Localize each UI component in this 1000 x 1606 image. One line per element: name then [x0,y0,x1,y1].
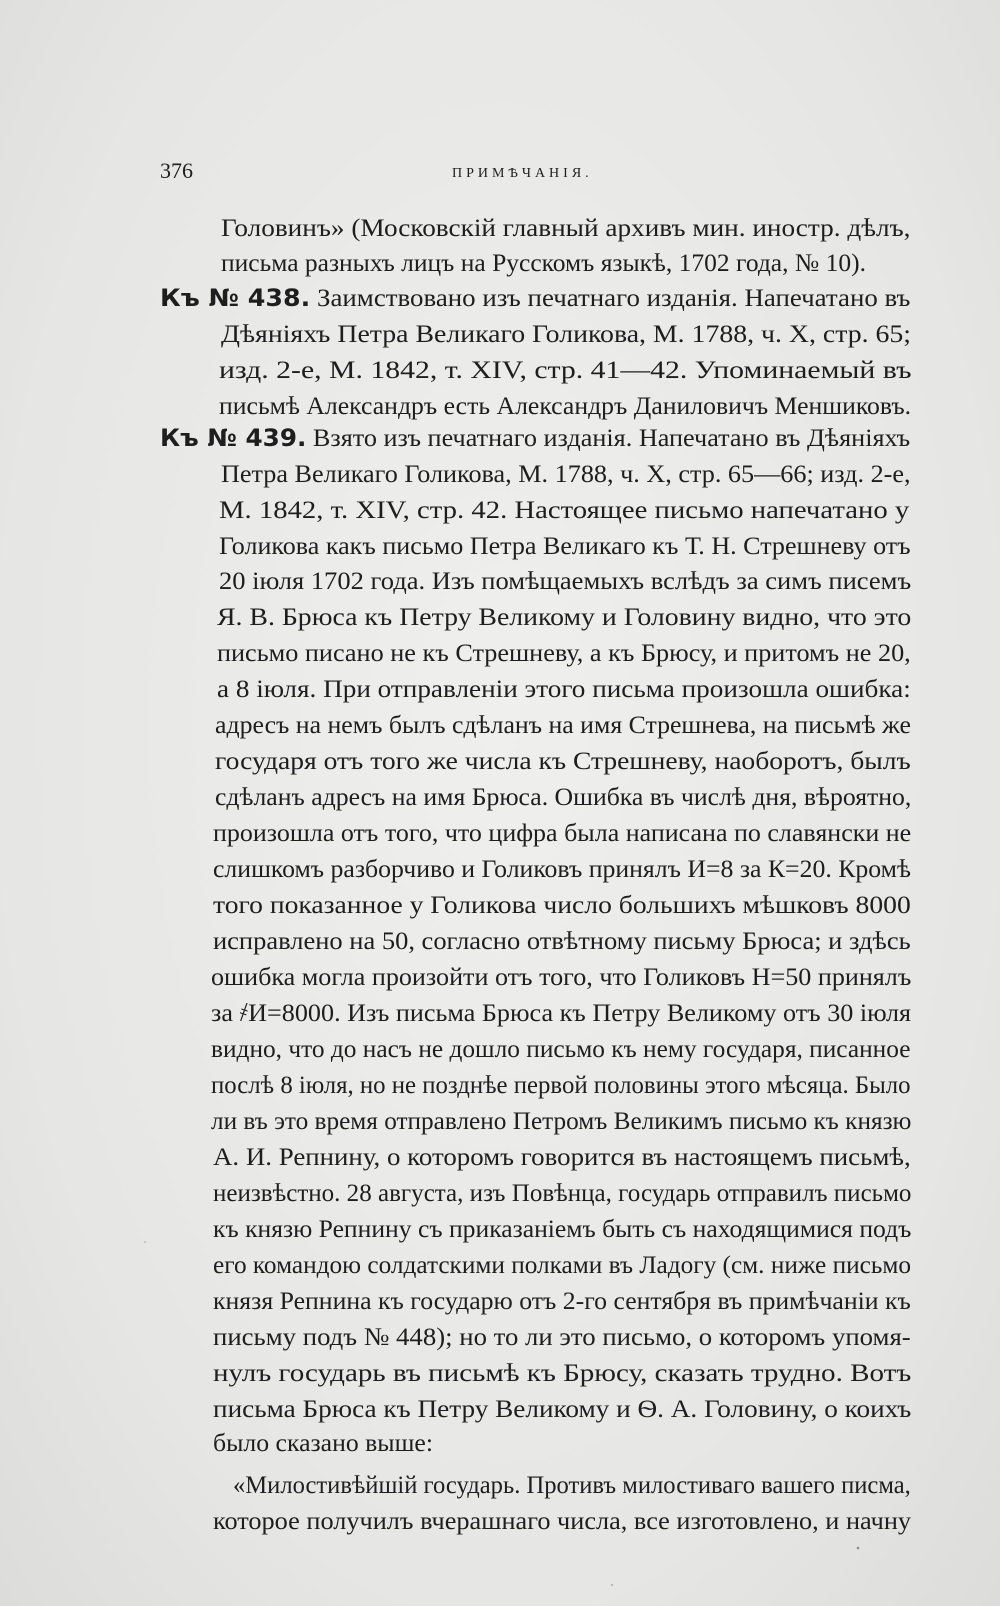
text-line: неизвѣстно. 28 августа, изъ Повѣнца, государь отправилъ письмо [213,1178,912,1207]
text-line: письма Брюса къ Петру Великому и Ѳ. А. Головину, о коихъ [213,1394,912,1423]
text-line: изд. 2-е, М. 1842, т. XIV, стр. 41—42. Упоминаемый въ [219,355,912,384]
text-line: письмо писано не къ Стрешневу, а къ Брюсу, и притомъ не 20, [217,638,911,667]
text-line: сдѣланъ адресъ на имя Брюса. Ошибка въ числѣ дня, вѣроятно, [215,782,912,811]
text-line: князя Репнина къ государю отъ 2-го сентября въ примѣчаніи къ [213,1286,911,1315]
text-line: «Милостивѣйшій государь. Противъ милостиваго вашего писма, [233,1470,911,1499]
text-line: Я. В. Брюса къ Петру Великому и Головину видно, что это [217,602,912,631]
text-line: ли въ это время отправлено Петромъ Великимъ письмо къ князю [211,1106,912,1135]
text-line: видно, что до насъ не дошло письмо къ нему государя, писанное [211,1034,911,1063]
text-line: адресъ на немъ былъ сдѣланъ на имя Стрешнева, на письмѣ же [215,710,911,739]
text-line: Петра Великаго Голикова, М. 1788, ч. X, стр. 65—66; изд. 2-е, [221,459,911,488]
text-line: Взято изъ печатнаго изданія. Напечатано въ Дѣяніяхъ [312,423,911,452]
entry-line-438 [160,283,910,313]
text-line: М. 1842, т. XIV, стр. 42. Настоящее письмо напечатано у [219,495,910,524]
entry-heading-438: Къ № 438. [160,284,311,312]
running-head: ПРИМѢЧАНІЯ. [452,166,593,181]
entry-line-439 [160,423,910,453]
text-line: государя отъ того же числа къ Стрешневу, наоборотъ, былъ [215,746,911,775]
text-line: исправлено на 50, согласно отвѣтному письму Брюса; и здѣсь [213,926,911,955]
text-line: а 8 іюля. При отправленіи этого письма произошла ошибка: [217,674,911,703]
text-line: А. И. Репнину, о которомъ говорится въ настоящемъ письмѣ, [213,1142,911,1171]
page-number: 376 [160,158,193,183]
text-line: 20 іюля 1702 года. Изъ помѣщаемыхъ вслѣдъ за симъ писемъ [219,566,912,595]
text-line: къ князю Репнину съ приказаніемъ быть съ находящимися подъ [213,1214,912,1243]
text-line: письма разныхъ лицъ на Русскомъ языкѣ, 1702 года, № 10). [221,248,866,277]
text-line: письму подъ № 448); но то ли это письмо, о которомъ упомя- [213,1322,911,1351]
text-line: того показанное у Голикова число большихъ мѣшковъ 8000 [213,890,911,919]
text-line: Голикова какъ письмо Петра Великаго къ Т. Н. Стрешневу отъ [219,531,911,560]
text-line: Головинъ» (Московскій главный архивъ мин. иностр. дѣлъ, [221,213,911,242]
text-line: слишкомъ разборчиво и Голиковъ принялъ И=8 за К=20. Кромѣ [213,854,911,883]
text-line: послѣ 8 іюля, но не позднѣе первой половины этого мѣсяца. Было [211,1070,911,1099]
entry-heading-439: Къ № 439. [160,424,307,452]
text-line: Дѣяніяхъ Петра Великаго Голикова, М. 1788, ч. X, стр. 65; [221,319,912,348]
text-line: за ҂И=8000. Изъ письма Брюса къ Петру Великому отъ 30 іюля [211,998,912,1027]
text-line: его командою солдатскими полками въ Ладогу (см. ниже письмо [213,1250,912,1279]
text-line: было сказано выше: [213,1428,433,1457]
text-line: которое получилъ вчерашнаго числа, все изготовлено, и начну [213,1506,912,1535]
text-line: Заимствовано изъ печатнаго изданія. Напечатано въ [316,283,911,312]
text-line: произошла отъ того, что цифра была написана по славянски не [213,818,912,847]
text-line: нулъ государь въ письмѣ къ Брюсу, сказать трудно. Вотъ [213,1358,912,1387]
text-line: письмѣ Александръ есть Александръ Даниловичъ Меншиковъ. [219,391,912,420]
text-line: ошибка могла произойти отъ того, что Голиковъ Н=50 принялъ [211,962,912,991]
